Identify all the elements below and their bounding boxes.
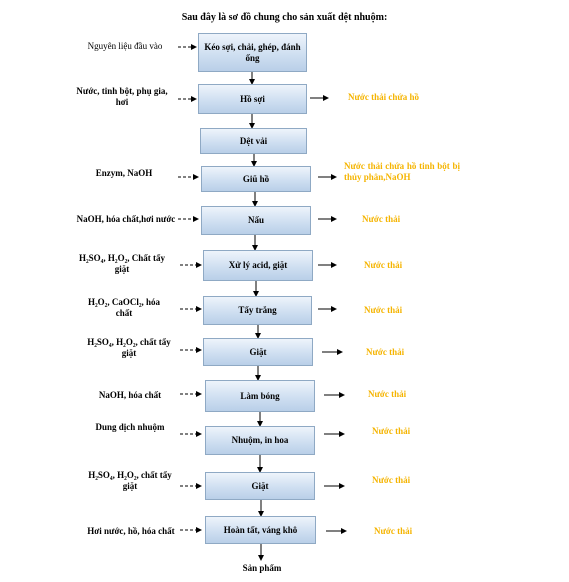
input-mercerizing: NaOH, hóa chất [98,390,162,400]
step-label: Dệt vải [239,135,268,146]
step-box-washing-1 [203,338,313,366]
waste-acid-wash: Nước thải [364,260,403,270]
waste-arrows [310,98,346,531]
step-box-desizing [201,166,311,192]
waste-desizing: Nước thải chứa hồ tinh bột bị thủy phân,NaOH [344,161,460,182]
step-box-finishing [205,516,316,544]
input-bleaching: H₂O₂, CaOCl₂, hóa chất [87,297,161,318]
input-washing-2: H₂SO₄, H₂O₂, chất tẩy giặt [88,470,172,491]
step-box-mercerizing [205,380,315,412]
input-washing-1: H₂SO₄, H₂O₂, chất tẩy giặt [87,337,171,358]
input-raw-materials: Nguyên liệu đầu vào [87,41,163,51]
waste-washing-2: Nước thải [372,475,411,485]
waste-sizing: Nước thải chứa hồ [348,92,420,102]
step-label: Nhuộm, in hoa [231,435,289,445]
step-label: Hoàn tất, váng khô [223,524,298,535]
step-label: Hồ sợi [240,93,265,104]
waste-bleaching: Nước thải [364,305,403,315]
step-box-scouring [201,206,311,235]
step-label: Kéo sợi, chải, ghép, đánh ống [204,41,301,63]
step-box-acid-wash [203,250,313,281]
input-sizing: Nước, tinh bột, phụ gia, hơi [76,86,168,107]
step-box-washing-2 [205,472,315,500]
step-label: Giặt [251,480,269,491]
step-label: Giũ hồ [242,173,270,184]
input-scouring: NaOH, hóa chất,hơi nước [76,214,176,224]
step-box-spinning [198,33,307,72]
step-box-weaving [200,128,307,154]
waste-washing-1: Nước thải [366,347,405,357]
input-acid-wash: H₂SO₄, H₂O₂, Chất tẩy giặt [78,253,166,274]
waste-mercerizing: Nước thải [368,389,407,399]
diagram-title: Sau đây là sơ đồ chung cho sản xuất dệt nhuộm: [181,12,388,23]
input-finishing: Hơi nước, hồ, hóa chất [87,526,175,536]
waste-scouring: Nước thải [362,214,401,224]
input-arrows [178,47,201,530]
step-label: Nấu [247,215,264,225]
input-dyeing: Dung dịch nhuộm [95,422,165,432]
final-product: Sản phẩm [242,563,282,573]
step-label: Tẩy trắng [238,305,277,315]
step-box-sizing [198,84,307,114]
step-box-bleaching [203,296,312,325]
waste-dyeing: Nước thải [372,426,411,436]
step-label: Làm bóng [240,390,280,401]
step-label: Giặt [249,346,267,357]
waste-finishing: Nước thải [374,526,413,536]
input-desizing: Enzym, NaOH [95,168,153,178]
step-box-dyeing [205,426,315,455]
step-label: Xử lý acid, giặt [228,260,288,270]
